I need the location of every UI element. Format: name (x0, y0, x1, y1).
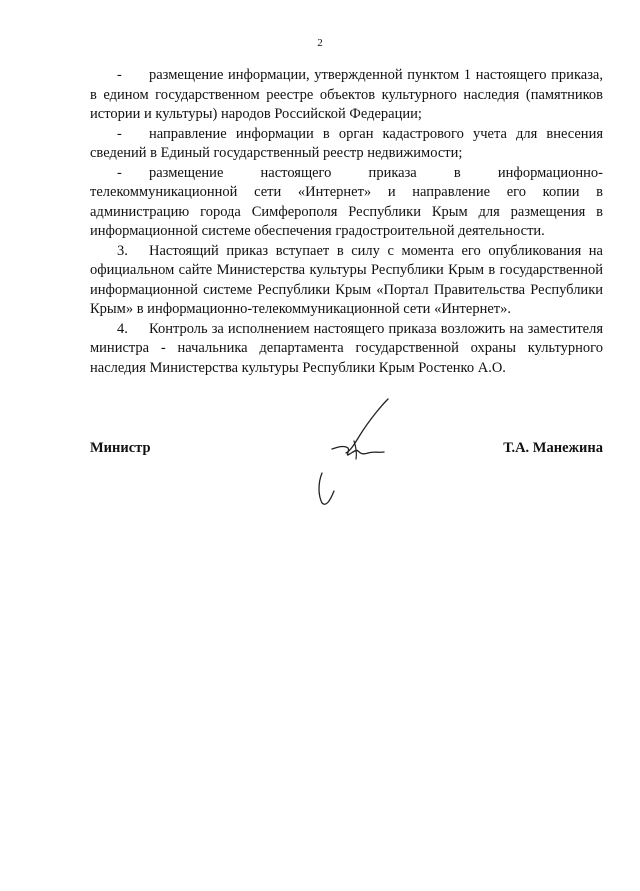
clause-3-effective-date (90, 242, 603, 320)
clause-number: 3. (117, 242, 128, 259)
paragraph-text: Контроль за исполнением настоящего приказа возложить на заместителя министра - начальника департамента государственной охраны культурного наследия Министерства культуры Республики Крым Ростенко А.О. (90, 320, 603, 376)
list-item-publication (90, 164, 603, 242)
paragraph-text: Настоящий приказ вступает в силу с момента его опубликования на официальном сайте Министерства культуры Республики Крым в государственной информационной системе Республики Крым «Портал Правительства Республики Крым» в информационно-телекоммуникационной сети «Интернет». (90, 242, 603, 317)
signatory-name: Т.А. Манежина (503, 440, 603, 456)
clause-4-control (90, 320, 603, 379)
list-marker: - (117, 164, 122, 181)
list-item-registry (90, 66, 603, 125)
list-marker: - (117, 125, 122, 142)
paragraph-text: размещение настоящего приказа в информационно-телекоммуникационной сети «Интернет» и направление его копии в администрацию города Симферополя Республики Крым для размещения в информационной системе обеспечения градостроительной деятельности. (90, 164, 603, 239)
list-item-cadastre (90, 125, 603, 164)
list-marker: - (117, 67, 122, 83)
paragraph-text: размещение информации, утвержденной пунктом 1 настоящего приказа, в едином государственном реестре объектов культурного наследия (памятников истории и культуры) народов Российской Федерации; (90, 67, 603, 122)
paragraph-text: направление информации в орган кадастрового учета для внесения сведений в Единый государственный реестр недвижимости; (90, 125, 603, 161)
document-body (90, 66, 603, 378)
handwritten-signature (304, 395, 394, 510)
signatory-title: Министр (90, 440, 151, 456)
clause-number: 4. (117, 320, 128, 337)
page-number: 2 (317, 37, 323, 49)
